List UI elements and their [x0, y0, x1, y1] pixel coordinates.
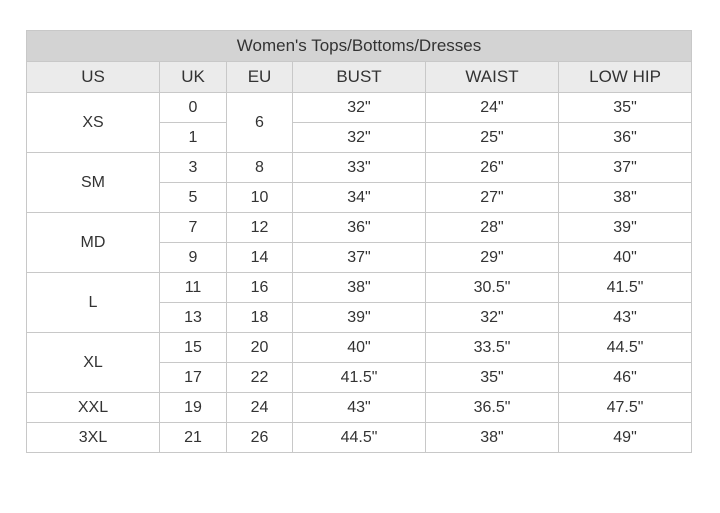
table-row	[27, 423, 692, 453]
bust-cell: 32"	[293, 93, 426, 123]
bust-cell: 36"	[293, 213, 426, 243]
table-row	[27, 93, 692, 123]
eu-size-cell: 10	[227, 183, 293, 213]
eu-size-cell: 22	[227, 363, 293, 393]
waist-cell: 35"	[426, 363, 559, 393]
header-uk: UK	[160, 62, 227, 93]
uk-size-cell: 11	[160, 273, 227, 303]
table-row	[27, 213, 692, 243]
us-size-cell: MD	[27, 213, 160, 273]
waist-cell: 32"	[426, 303, 559, 333]
waist-cell: 24"	[426, 93, 559, 123]
eu-size-cell: 26	[227, 423, 293, 453]
uk-size-cell: 1	[160, 123, 227, 153]
header-eu: EU	[227, 62, 293, 93]
us-size-cell: XXL	[27, 393, 160, 423]
low-hip-cell: 39"	[559, 213, 692, 243]
low-hip-cell: 36"	[559, 123, 692, 153]
eu-size-cell: 16	[227, 273, 293, 303]
waist-cell: 26"	[426, 153, 559, 183]
uk-size-cell: 5	[160, 183, 227, 213]
us-size-cell: SM	[27, 153, 160, 213]
eu-size-cell: 8	[227, 153, 293, 183]
eu-size-cell: 6	[227, 93, 293, 153]
header-row	[27, 62, 692, 93]
eu-size-cell: 20	[227, 333, 293, 363]
uk-size-cell: 13	[160, 303, 227, 333]
waist-cell: 30.5"	[426, 273, 559, 303]
waist-cell: 28"	[426, 213, 559, 243]
low-hip-cell: 41.5"	[559, 273, 692, 303]
low-hip-cell: 44.5"	[559, 333, 692, 363]
uk-size-cell: 7	[160, 213, 227, 243]
bust-cell: 40"	[293, 333, 426, 363]
uk-size-cell: 3	[160, 153, 227, 183]
low-hip-cell: 46"	[559, 363, 692, 393]
eu-size-cell: 14	[227, 243, 293, 273]
low-hip-cell: 47.5"	[559, 393, 692, 423]
header-bust: BUST	[293, 62, 426, 93]
header-low-hip: LOW HIP	[559, 62, 692, 93]
eu-size-cell: 12	[227, 213, 293, 243]
bust-cell: 44.5"	[293, 423, 426, 453]
eu-size-cell: 18	[227, 303, 293, 333]
bust-cell: 43"	[293, 393, 426, 423]
low-hip-cell: 40"	[559, 243, 692, 273]
bust-cell: 37"	[293, 243, 426, 273]
bust-cell: 41.5"	[293, 363, 426, 393]
bust-cell: 32"	[293, 123, 426, 153]
title-row	[27, 31, 692, 62]
header-waist: WAIST	[426, 62, 559, 93]
eu-size-cell: 24	[227, 393, 293, 423]
waist-cell: 29"	[426, 243, 559, 273]
bust-cell: 38"	[293, 273, 426, 303]
low-hip-cell: 49"	[559, 423, 692, 453]
uk-size-cell: 0	[160, 93, 227, 123]
us-size-cell: XS	[27, 93, 160, 153]
uk-size-cell: 17	[160, 363, 227, 393]
us-size-cell: L	[27, 273, 160, 333]
us-size-cell: XL	[27, 333, 160, 393]
uk-size-cell: 19	[160, 393, 227, 423]
us-size-cell: 3XL	[27, 423, 160, 453]
uk-size-cell: 21	[160, 423, 227, 453]
waist-cell: 25"	[426, 123, 559, 153]
low-hip-cell: 38"	[559, 183, 692, 213]
bust-cell: 33"	[293, 153, 426, 183]
size-chart-table	[26, 30, 692, 453]
uk-size-cell: 9	[160, 243, 227, 273]
low-hip-cell: 35"	[559, 93, 692, 123]
table-row	[27, 153, 692, 183]
table-row	[27, 333, 692, 363]
table-row	[27, 273, 692, 303]
waist-cell: 36.5"	[426, 393, 559, 423]
header-us: US	[27, 62, 160, 93]
waist-cell: 33.5"	[426, 333, 559, 363]
low-hip-cell: 37"	[559, 153, 692, 183]
waist-cell: 27"	[426, 183, 559, 213]
waist-cell: 38"	[426, 423, 559, 453]
bust-cell: 34"	[293, 183, 426, 213]
uk-size-cell: 15	[160, 333, 227, 363]
table-title: Women's Tops/Bottoms/Dresses	[27, 31, 692, 62]
table-row	[27, 393, 692, 423]
low-hip-cell: 43"	[559, 303, 692, 333]
bust-cell: 39"	[293, 303, 426, 333]
